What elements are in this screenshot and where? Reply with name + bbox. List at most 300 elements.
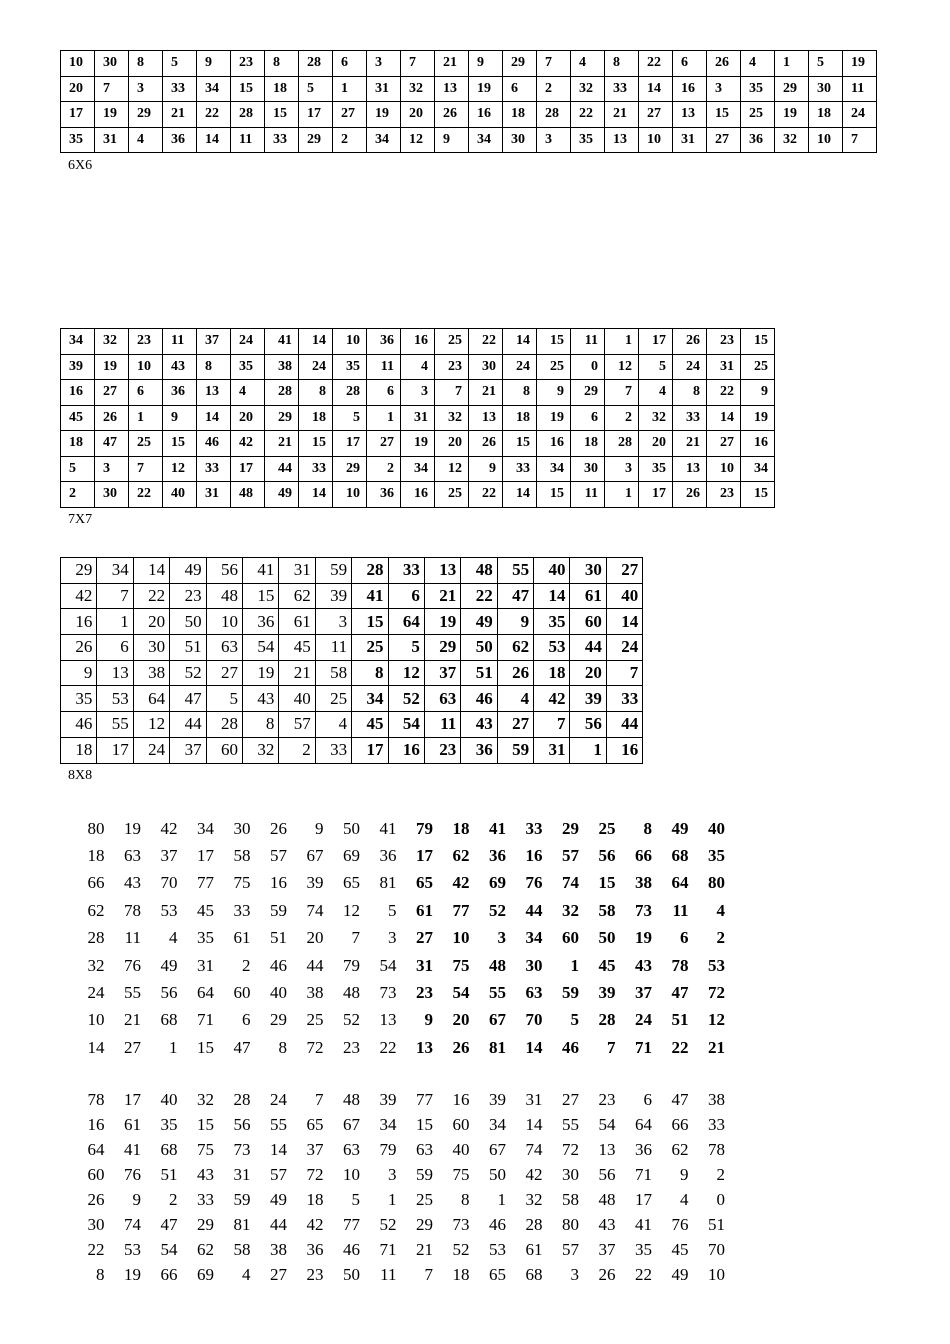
table-cell: 29: [424, 635, 460, 661]
table-cell: 1: [97, 609, 133, 635]
table-cell: 76: [124, 955, 141, 975]
table-row: [61, 737, 643, 763]
table-cell: 1: [570, 737, 606, 763]
table-cell: 29: [129, 102, 163, 128]
table-cell: 3: [605, 456, 639, 482]
table-cell: 4: [716, 900, 725, 920]
table-cell: 45: [197, 900, 214, 920]
table-cell: 64: [388, 609, 424, 635]
table-cell: 13: [605, 127, 639, 153]
table-cell: 11: [571, 329, 605, 355]
table-cell: 12: [605, 354, 639, 380]
table-cell: 24: [270, 1089, 287, 1109]
table-cell: 53: [708, 955, 725, 975]
table-cell: 10: [333, 329, 367, 355]
table-cell: 3: [367, 51, 401, 77]
table-cell: 64: [635, 1114, 652, 1134]
table-cell: 17: [635, 1189, 652, 1209]
table-cell: 29: [61, 558, 97, 584]
table-cell: 4: [497, 686, 533, 712]
table-cell: 24: [635, 1010, 652, 1030]
table-cell: 8: [503, 380, 537, 406]
table-cell: 13: [416, 1037, 433, 1057]
table-cell: 19: [95, 354, 129, 380]
table-cell: 18: [452, 1264, 470, 1284]
table-cell: 56: [598, 1164, 616, 1184]
table-cell: 4: [129, 127, 163, 153]
table-cell: 8: [242, 712, 278, 738]
table-cell: 55: [562, 1114, 579, 1134]
table-cell: 35: [639, 456, 673, 482]
table-cell: 68: [160, 1139, 178, 1159]
table-cell: 18: [571, 431, 605, 457]
table-cell: 29: [197, 1214, 214, 1234]
table-cell: 42: [534, 686, 570, 712]
table-cell: 75: [197, 1139, 214, 1159]
table-cell: 25: [537, 354, 571, 380]
table-row: [61, 405, 775, 431]
table-cell: 13: [598, 1139, 616, 1159]
table-cell: 6: [643, 1089, 652, 1109]
table-cell: 23: [435, 354, 469, 380]
table-cell: 13: [673, 456, 707, 482]
table-cell: 41: [124, 1139, 141, 1159]
table-cell: 13: [424, 558, 460, 584]
table-cell: 37: [170, 737, 206, 763]
table-cell: 54: [452, 983, 470, 1003]
table-cell: 35: [61, 686, 97, 712]
table-cell: 20: [306, 928, 324, 948]
table-cell: 25: [741, 354, 775, 380]
table-cell: 32: [639, 405, 673, 431]
table-cell: 2: [716, 1164, 725, 1184]
table-cell: 30: [503, 127, 537, 153]
table-cell: 69: [489, 873, 506, 893]
table-cell: 15: [741, 329, 775, 355]
table-cell: 7: [424, 1264, 433, 1284]
table-cell: 27: [124, 1037, 141, 1057]
table-cell: 17: [416, 846, 433, 866]
table-cell: 14: [133, 558, 169, 584]
table-cell: 14: [197, 127, 231, 153]
table-cell: 1: [367, 405, 401, 431]
table-cell: 1: [169, 1037, 178, 1057]
table-cell: 62: [497, 635, 533, 661]
table-cell: 17: [639, 482, 673, 508]
table-cell: 56: [233, 1114, 251, 1134]
table-row: [61, 583, 643, 609]
grid-6x6-table: [60, 50, 877, 153]
table-cell: 51: [170, 635, 206, 661]
table-cell: 0: [571, 354, 605, 380]
table-cell: 34: [489, 1114, 506, 1134]
table-cell: 60: [206, 737, 242, 763]
table-cell: 51: [270, 928, 287, 948]
table-cell: 76: [124, 1164, 141, 1184]
table-cell: 15: [537, 329, 571, 355]
table-cell: 49: [270, 1189, 287, 1209]
table-cell: 22: [379, 1037, 397, 1057]
table-cell: 1: [570, 955, 579, 975]
table-cell: 26: [673, 329, 707, 355]
table-cell: 52: [343, 1010, 360, 1030]
table-cell: 26: [673, 482, 707, 508]
table-cell: 48: [206, 583, 242, 609]
table-cell: 33: [606, 686, 642, 712]
table-cell: 16: [61, 380, 95, 406]
table-cell: 23: [707, 329, 741, 355]
table-cell: 18: [265, 76, 299, 102]
table-cell: 16: [741, 431, 775, 457]
table-cell: 3: [707, 76, 741, 102]
table-cell: 35: [160, 1114, 178, 1134]
table-cell: 34: [741, 456, 775, 482]
table-cell: 54: [379, 955, 397, 975]
table-cell: 63: [416, 1139, 433, 1159]
table-cell: 50: [461, 635, 497, 661]
table-cell: 61: [525, 1239, 543, 1259]
table-cell: 8: [605, 51, 639, 77]
table-cell: 54: [160, 1239, 178, 1259]
table-cell: 26: [469, 431, 503, 457]
table-cell: 14: [707, 405, 741, 431]
table-cell: 10: [809, 127, 843, 153]
table-cell: 68: [671, 846, 689, 866]
table-cell: 12: [163, 456, 197, 482]
table-cell: 65: [489, 1264, 506, 1284]
table-cell: 46: [270, 955, 287, 975]
table-cell: 48: [343, 1089, 360, 1109]
table-cell: 25: [306, 1010, 324, 1030]
table-row: [68, 1007, 725, 1034]
table-cell: 5: [639, 354, 673, 380]
table-cell: 3: [388, 928, 397, 948]
table-cell: 29: [265, 405, 299, 431]
table-cell: 72: [562, 1139, 579, 1159]
table-cell: 26: [435, 102, 469, 128]
table-cell: 23: [170, 583, 206, 609]
grid-8x8-table: [60, 557, 643, 764]
table-cell: 57: [562, 1239, 579, 1259]
table-cell: 20: [452, 1010, 470, 1030]
table-cell: 34: [97, 558, 133, 584]
table-cell: 38: [635, 873, 652, 893]
table-cell: 22: [133, 583, 169, 609]
table-cell: 36: [163, 380, 197, 406]
table-cell: 60: [570, 609, 606, 635]
table-cell: 66: [87, 873, 105, 893]
table-cell: 29: [503, 51, 537, 77]
table-cell: 39: [306, 873, 324, 893]
table-cell: 15: [231, 76, 265, 102]
table-cell: 18: [299, 405, 333, 431]
table-cell: 53: [534, 635, 570, 661]
table-cell: 7: [97, 583, 133, 609]
table-cell: 13: [673, 102, 707, 128]
table-cell: 54: [598, 1114, 616, 1134]
table-cell: 28: [537, 102, 571, 128]
table-cell: 56: [206, 558, 242, 584]
table-cell: 30: [233, 818, 251, 838]
table-cell: 26: [598, 1264, 616, 1284]
table-cell: 36: [461, 737, 497, 763]
table-cell: 54: [388, 712, 424, 738]
table-cell: 9: [469, 456, 503, 482]
table-cell: 53: [160, 900, 178, 920]
table-cell: 41: [635, 1214, 652, 1234]
table-cell: 63: [525, 983, 543, 1003]
table-cell: 5: [299, 76, 333, 102]
table-cell: 30: [525, 955, 543, 975]
table-cell: 26: [497, 660, 533, 686]
table-cell: 19: [843, 51, 877, 77]
table-cell: 77: [452, 900, 470, 920]
table-cell: 39: [61, 354, 95, 380]
table-cell: 40: [708, 818, 725, 838]
table-cell: 26: [61, 635, 97, 661]
table-cell: 80: [708, 873, 725, 893]
table-cell: 5: [163, 51, 197, 77]
table-cell: 49: [461, 609, 497, 635]
table-cell: 8: [129, 51, 163, 77]
table-cell: 32: [242, 737, 278, 763]
table-cell: 43: [242, 686, 278, 712]
table-cell: 2: [279, 737, 315, 763]
table-cell: 18: [809, 102, 843, 128]
table-cell: 45: [671, 1239, 689, 1259]
table-cell: 42: [306, 1214, 324, 1234]
table-cell: 55: [124, 983, 141, 1003]
table-cell: 33: [299, 456, 333, 482]
table-cell: 33: [388, 558, 424, 584]
table-cell: 15: [163, 431, 197, 457]
table-cell: 71: [379, 1239, 397, 1259]
table-cell: 42: [160, 818, 178, 838]
table-cell: 47: [95, 431, 129, 457]
table-cell: 23: [306, 1264, 324, 1284]
table-cell: 7: [605, 380, 639, 406]
table-cell: 26: [270, 818, 287, 838]
table-cell: 70: [708, 1239, 725, 1259]
table-cell: 68: [160, 1010, 178, 1030]
table-cell: 72: [306, 1164, 324, 1184]
table-cell: 25: [435, 482, 469, 508]
table-cell: 73: [379, 983, 397, 1003]
number-block-2: [68, 1087, 725, 1287]
table-cell: 1: [129, 405, 163, 431]
table-cell: 37: [306, 1139, 324, 1159]
table-cell: 22: [571, 102, 605, 128]
table-cell: 62: [671, 1139, 689, 1159]
table-cell: 77: [416, 1089, 433, 1109]
table-cell: 31: [95, 127, 129, 153]
table-cell: 16: [452, 1089, 470, 1109]
table-cell: 8: [673, 380, 707, 406]
table-row: [61, 431, 775, 457]
table-cell: 29: [775, 76, 809, 102]
table-cell: 35: [231, 354, 265, 380]
table-cell: 78: [87, 1089, 105, 1109]
table-cell: 58: [233, 846, 251, 866]
table-cell: 10: [87, 1010, 105, 1030]
table-row: [68, 1087, 725, 1112]
table-cell: 12: [435, 456, 469, 482]
table-cell: 37: [635, 983, 652, 1003]
table-cell: 43: [598, 1214, 616, 1234]
table-cell: 12: [388, 660, 424, 686]
table-cell: 50: [489, 1164, 506, 1184]
table-cell: 35: [61, 127, 95, 153]
table-cell: 59: [315, 558, 351, 584]
table-cell: 9: [497, 609, 533, 635]
table-cell: 65: [306, 1114, 324, 1134]
table-cell: 16: [401, 329, 435, 355]
table-cell: 2: [367, 456, 401, 482]
table-cell: 28: [333, 380, 367, 406]
table-cell: 9: [537, 380, 571, 406]
table-row: [68, 1187, 725, 1212]
table-cell: 21: [708, 1037, 725, 1057]
table-row: [68, 870, 725, 897]
grid-8x8-caption: 8X8: [68, 768, 93, 783]
table-cell: 63: [206, 635, 242, 661]
table-cell: 20: [61, 76, 95, 102]
table-cell: 47: [170, 686, 206, 712]
table-row: [68, 842, 725, 869]
table-cell: 40: [279, 686, 315, 712]
table-cell: 32: [435, 405, 469, 431]
table-cell: 8: [96, 1264, 105, 1284]
table-cell: 9: [197, 51, 231, 77]
table-cell: 18: [306, 1189, 324, 1209]
table-cell: 53: [489, 1239, 506, 1259]
table-row: [61, 76, 877, 102]
table-cell: 38: [270, 1239, 287, 1259]
table-cell: 35: [708, 846, 725, 866]
table-cell: 3: [95, 456, 129, 482]
table-cell: 4: [639, 380, 673, 406]
table-cell: 43: [124, 873, 141, 893]
table-cell: 18: [534, 660, 570, 686]
table-cell: 73: [233, 1139, 251, 1159]
table-cell: 42: [61, 583, 97, 609]
table-cell: 21: [424, 583, 460, 609]
table-cell: 47: [233, 1037, 251, 1057]
table-cell: 5: [333, 405, 367, 431]
table-cell: 49: [265, 482, 299, 508]
table-cell: 70: [525, 1010, 543, 1030]
table-cell: 32: [401, 76, 435, 102]
table-cell: 31: [401, 405, 435, 431]
table-cell: 35: [635, 1239, 652, 1259]
table-cell: 16: [537, 431, 571, 457]
table-cell: 39: [489, 1089, 506, 1109]
table-cell: 62: [197, 1239, 214, 1259]
table-cell: 37: [598, 1239, 616, 1259]
table-cell: 13: [197, 380, 231, 406]
table-cell: 72: [306, 1037, 324, 1057]
table-cell: 35: [333, 354, 367, 380]
table-cell: 33: [163, 76, 197, 102]
grid-6x6-caption: 6X6: [68, 158, 93, 173]
table-cell: 15: [299, 431, 333, 457]
table-cell: 81: [489, 1037, 506, 1057]
table-cell: 69: [343, 846, 360, 866]
table-cell: 28: [265, 380, 299, 406]
grid-7x7-table: [60, 328, 775, 508]
table-cell: 14: [299, 329, 333, 355]
table-cell: 10: [333, 482, 367, 508]
table-cell: 6: [673, 51, 707, 77]
table-cell: 21: [673, 431, 707, 457]
table-cell: 27: [95, 380, 129, 406]
table-cell: 72: [708, 983, 725, 1003]
table-cell: 46: [489, 1214, 506, 1234]
table-row: [61, 102, 877, 128]
table-cell: 74: [562, 873, 579, 893]
table-cell: 29: [562, 818, 579, 838]
table-cell: 37: [160, 846, 178, 866]
table-cell: 19: [401, 431, 435, 457]
table-cell: 41: [489, 818, 506, 838]
table-cell: 25: [352, 635, 388, 661]
table-cell: 36: [489, 846, 506, 866]
table-cell: 43: [461, 712, 497, 738]
table-cell: 57: [279, 712, 315, 738]
table-cell: 52: [489, 900, 506, 920]
table-cell: 47: [671, 983, 689, 1003]
table-cell: 32: [95, 329, 129, 355]
table-cell: 19: [469, 76, 503, 102]
table-cell: 36: [306, 1239, 324, 1259]
table-cell: 44: [525, 900, 543, 920]
table-cell: 60: [233, 983, 251, 1003]
table-cell: 42: [452, 873, 470, 893]
table-cell: 75: [233, 873, 251, 893]
table-row: [61, 712, 643, 738]
table-row: [68, 815, 725, 842]
table-cell: 61: [233, 928, 251, 948]
table-cell: 68: [525, 1264, 543, 1284]
table-cell: 61: [124, 1114, 141, 1134]
table-cell: 3: [388, 1164, 397, 1184]
table-cell: 7: [606, 660, 642, 686]
table-cell: 31: [279, 558, 315, 584]
table-cell: 18: [503, 405, 537, 431]
table-cell: 34: [197, 76, 231, 102]
table-cell: 48: [598, 1189, 616, 1209]
table-cell: 31: [707, 354, 741, 380]
table-cell: 56: [598, 846, 616, 866]
table-row: [68, 1034, 725, 1061]
table-cell: 22: [671, 1037, 689, 1057]
table-cell: 75: [452, 1164, 470, 1184]
table-cell: 80: [562, 1214, 579, 1234]
table-cell: 1: [388, 1189, 397, 1209]
table-cell: 21: [605, 102, 639, 128]
table-cell: 47: [671, 1089, 689, 1109]
table-cell: 4: [169, 928, 178, 948]
table-cell: 16: [606, 737, 642, 763]
table-cell: 63: [124, 846, 141, 866]
table-cell: 11: [380, 1264, 397, 1284]
table-cell: 3: [129, 76, 163, 102]
table-cell: 64: [133, 686, 169, 712]
table-cell: 31: [197, 955, 214, 975]
table-cell: 22: [469, 482, 503, 508]
table-cell: 49: [160, 955, 178, 975]
table-cell: 8: [265, 51, 299, 77]
